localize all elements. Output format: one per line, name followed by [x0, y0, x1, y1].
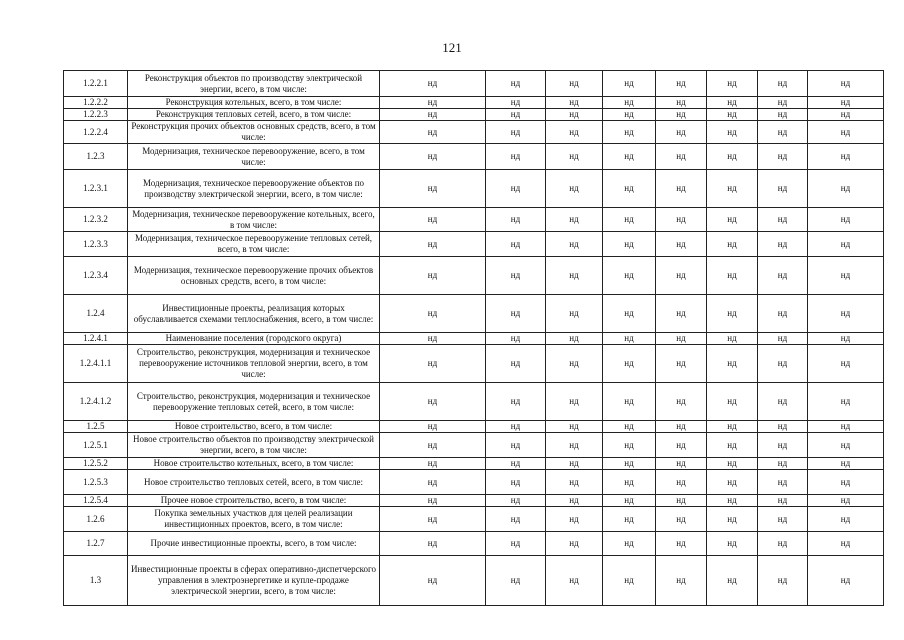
row-description: Инвестиционные проекты в сферах оперативно-диспетчерского управления в электроэнергетике и купле-продаже электрической энергии, всего, в том числе:: [128, 556, 380, 606]
value-cell: нд: [656, 383, 707, 421]
row-code: 1.2.2.3: [64, 109, 128, 121]
value-cell: нд: [707, 232, 758, 257]
table-row: [64, 257, 884, 295]
value-cell: нд: [656, 170, 707, 208]
page-number: 121: [442, 40, 462, 55]
value-cell: нд: [656, 295, 707, 333]
table-row: [64, 421, 884, 433]
value-cell: нд: [808, 556, 884, 606]
row-description: Модернизация, техническое перевооружение, всего, в том числе:: [128, 144, 380, 170]
value-cell: нд: [486, 333, 546, 345]
value-cell: нд: [546, 495, 603, 507]
row-code: 1.2.5.1: [64, 433, 128, 458]
value-cell: нд: [808, 232, 884, 257]
value-cell: нд: [758, 333, 808, 345]
value-cell: нд: [808, 345, 884, 383]
value-cell: нд: [758, 383, 808, 421]
row-code: 1.2.3.2: [64, 208, 128, 232]
table-row: [64, 109, 884, 121]
table-row: [64, 97, 884, 109]
row-description: Прочее новое строительство, всего, в том числе:: [128, 495, 380, 507]
value-cell: нд: [603, 97, 656, 109]
value-cell: нд: [486, 421, 546, 433]
row-code: 1.2.7: [64, 532, 128, 556]
value-cell: нд: [808, 532, 884, 556]
table-row: [64, 232, 884, 257]
value-cell: нд: [656, 257, 707, 295]
value-cell: нд: [808, 121, 884, 144]
value-cell: нд: [707, 458, 758, 470]
row-description: Инвестиционные проекты, реализация которых обуславливается схемами теплоснабжения, всего, в том числе:: [128, 295, 380, 333]
value-cell: нд: [808, 97, 884, 109]
table-row: [64, 495, 884, 507]
value-cell: нд: [707, 109, 758, 121]
value-cell: нд: [486, 532, 546, 556]
value-cell: нд: [758, 433, 808, 458]
row-code: 1.2.3.4: [64, 257, 128, 295]
value-cell: нд: [603, 421, 656, 433]
value-cell: нд: [380, 433, 486, 458]
value-cell: нд: [603, 109, 656, 121]
value-cell: нд: [380, 421, 486, 433]
value-cell: нд: [486, 556, 546, 606]
table-row: [64, 208, 884, 232]
value-cell: нд: [707, 556, 758, 606]
table-row: [64, 170, 884, 208]
table-row: [64, 295, 884, 333]
row-code: 1.2.5.3: [64, 470, 128, 495]
value-cell: нд: [758, 170, 808, 208]
value-cell: нд: [707, 295, 758, 333]
value-cell: нд: [546, 345, 603, 383]
row-description: Модернизация, техническое перевооружение прочих объектов основных средств, всего, в том числе:: [128, 257, 380, 295]
row-code: 1.2.4.1.2: [64, 383, 128, 421]
row-code: 1.2.4: [64, 295, 128, 333]
row-code: 1.2.2.4: [64, 121, 128, 144]
value-cell: нд: [380, 470, 486, 495]
table-row: [64, 144, 884, 170]
row-description: Новое строительство котельных, всего, в том числе:: [128, 458, 380, 470]
row-code: 1.2.5: [64, 421, 128, 433]
value-cell: нд: [486, 383, 546, 421]
table-row: [64, 383, 884, 421]
row-code: 1.2.5.2: [64, 458, 128, 470]
value-cell: нд: [546, 232, 603, 257]
row-description: Реконструкция прочих объектов основных средств, всего, в том числе:: [128, 121, 380, 144]
row-code: 1.2.4.1: [64, 333, 128, 345]
value-cell: нд: [380, 532, 486, 556]
investment-table: [63, 70, 884, 606]
value-cell: нд: [546, 458, 603, 470]
value-cell: нд: [758, 109, 808, 121]
value-cell: нд: [656, 71, 707, 97]
value-cell: нд: [380, 208, 486, 232]
value-cell: нд: [603, 458, 656, 470]
value-cell: нд: [758, 507, 808, 532]
value-cell: нд: [603, 121, 656, 144]
value-cell: нд: [707, 433, 758, 458]
value-cell: нд: [546, 121, 603, 144]
value-cell: нд: [707, 495, 758, 507]
value-cell: нд: [486, 144, 546, 170]
value-cell: нд: [486, 208, 546, 232]
value-cell: нд: [808, 109, 884, 121]
value-cell: нд: [546, 421, 603, 433]
value-cell: нд: [603, 556, 656, 606]
row-code: 1.3: [64, 556, 128, 606]
value-cell: нд: [758, 144, 808, 170]
value-cell: нд: [707, 507, 758, 532]
value-cell: нд: [603, 345, 656, 383]
value-cell: нд: [808, 421, 884, 433]
value-cell: нд: [656, 556, 707, 606]
value-cell: нд: [546, 470, 603, 495]
table-row: [64, 532, 884, 556]
value-cell: нд: [380, 556, 486, 606]
row-code: 1.2.3.1: [64, 170, 128, 208]
value-cell: нд: [707, 208, 758, 232]
value-cell: нд: [758, 458, 808, 470]
value-cell: нд: [808, 144, 884, 170]
value-cell: нд: [758, 495, 808, 507]
value-cell: нд: [486, 433, 546, 458]
value-cell: нд: [546, 507, 603, 532]
value-cell: нд: [656, 532, 707, 556]
value-cell: нд: [380, 257, 486, 295]
value-cell: нд: [546, 144, 603, 170]
value-cell: нд: [546, 109, 603, 121]
value-cell: нд: [380, 333, 486, 345]
value-cell: нд: [656, 421, 707, 433]
row-description: Реконструкция котельных, всего, в том числе:: [128, 97, 380, 109]
value-cell: нд: [656, 495, 707, 507]
value-cell: нд: [603, 144, 656, 170]
value-cell: нд: [758, 295, 808, 333]
value-cell: нд: [656, 345, 707, 383]
row-description: Наименование поселения (городского округа): [128, 333, 380, 345]
row-description: Новое строительство тепловых сетей, всего, в том числе:: [128, 470, 380, 495]
table-row: [64, 458, 884, 470]
table-row: [64, 121, 884, 144]
row-code: 1.2.6: [64, 507, 128, 532]
row-description: Прочие инвестиционные проекты, всего, в том числе:: [128, 532, 380, 556]
value-cell: нд: [656, 208, 707, 232]
row-code: 1.2.2.2: [64, 97, 128, 109]
value-cell: нд: [603, 257, 656, 295]
value-cell: нд: [808, 495, 884, 507]
value-cell: нд: [808, 257, 884, 295]
table-row: [64, 556, 884, 606]
row-description: Реконструкция тепловых сетей, всего, в том числе:: [128, 109, 380, 121]
value-cell: нд: [546, 170, 603, 208]
value-cell: нд: [380, 295, 486, 333]
row-description: Новое строительство, всего, в том числе:: [128, 421, 380, 433]
value-cell: нд: [486, 495, 546, 507]
table-row: [64, 333, 884, 345]
value-cell: нд: [656, 109, 707, 121]
value-cell: нд: [380, 97, 486, 109]
value-cell: нд: [486, 458, 546, 470]
value-cell: нд: [486, 507, 546, 532]
table-row: [64, 71, 884, 97]
value-cell: нд: [707, 121, 758, 144]
value-cell: нд: [808, 458, 884, 470]
value-cell: нд: [603, 470, 656, 495]
value-cell: нд: [808, 295, 884, 333]
row-description: Модернизация, техническое перевооружение котельных, всего, в том числе:: [128, 208, 380, 232]
value-cell: нд: [546, 295, 603, 333]
value-cell: нд: [808, 470, 884, 495]
value-cell: нд: [546, 333, 603, 345]
value-cell: нд: [656, 232, 707, 257]
value-cell: нд: [758, 232, 808, 257]
value-cell: нд: [603, 170, 656, 208]
value-cell: нд: [758, 208, 808, 232]
row-code: 1.2.4.1.1: [64, 345, 128, 383]
value-cell: нд: [656, 433, 707, 458]
value-cell: нд: [758, 121, 808, 144]
value-cell: нд: [656, 507, 707, 532]
value-cell: нд: [380, 383, 486, 421]
value-cell: нд: [808, 333, 884, 345]
value-cell: нд: [380, 495, 486, 507]
value-cell: нд: [808, 71, 884, 97]
value-cell: нд: [380, 345, 486, 383]
row-description: Модернизация, техническое перевооружение тепловых сетей, всего, в том числе:: [128, 232, 380, 257]
value-cell: нд: [758, 556, 808, 606]
value-cell: нд: [380, 232, 486, 257]
value-cell: нд: [486, 345, 546, 383]
value-cell: нд: [546, 71, 603, 97]
value-cell: нд: [546, 556, 603, 606]
value-cell: нд: [707, 383, 758, 421]
value-cell: нд: [486, 97, 546, 109]
value-cell: нд: [603, 295, 656, 333]
value-cell: нд: [656, 121, 707, 144]
table-row: [64, 507, 884, 532]
value-cell: нд: [546, 257, 603, 295]
value-cell: нд: [758, 257, 808, 295]
value-cell: нд: [546, 433, 603, 458]
table-row: [64, 470, 884, 495]
value-cell: нд: [707, 170, 758, 208]
row-code: 1.2.2.1: [64, 71, 128, 97]
value-cell: нд: [707, 470, 758, 495]
value-cell: нд: [808, 433, 884, 458]
value-cell: нд: [758, 421, 808, 433]
value-cell: нд: [603, 71, 656, 97]
value-cell: нд: [486, 170, 546, 208]
table-row: [64, 345, 884, 383]
value-cell: нд: [546, 383, 603, 421]
value-cell: нд: [486, 232, 546, 257]
row-code: 1.2.3: [64, 144, 128, 170]
value-cell: нд: [707, 421, 758, 433]
value-cell: нд: [603, 507, 656, 532]
value-cell: нд: [808, 383, 884, 421]
value-cell: нд: [603, 208, 656, 232]
value-cell: нд: [546, 532, 603, 556]
value-cell: нд: [758, 345, 808, 383]
value-cell: нд: [603, 532, 656, 556]
value-cell: нд: [486, 257, 546, 295]
value-cell: нд: [380, 121, 486, 144]
row-description: Покупка земельных участков для целей реализации инвестиционных проектов, всего, в том числе:: [128, 507, 380, 532]
value-cell: нд: [758, 532, 808, 556]
row-description: Модернизация, техническое перевооружение объектов по производству электрической энергии, всего, в том числе:: [128, 170, 380, 208]
value-cell: нд: [707, 71, 758, 97]
value-cell: нд: [707, 532, 758, 556]
value-cell: нд: [656, 333, 707, 345]
value-cell: нд: [603, 232, 656, 257]
value-cell: нд: [380, 109, 486, 121]
value-cell: нд: [380, 507, 486, 532]
row-description: Строительство, реконструкция, модернизация и техническое перевооружение источников тепловой энергии, всего, в том числе:: [128, 345, 380, 383]
value-cell: нд: [656, 144, 707, 170]
value-cell: нд: [758, 470, 808, 495]
value-cell: нд: [603, 495, 656, 507]
value-cell: нд: [486, 470, 546, 495]
value-cell: нд: [486, 109, 546, 121]
table-row: [64, 433, 884, 458]
value-cell: нд: [380, 71, 486, 97]
row-code: 1.2.3.3: [64, 232, 128, 257]
value-cell: нд: [656, 97, 707, 109]
value-cell: нд: [486, 71, 546, 97]
value-cell: нд: [380, 170, 486, 208]
row-description: Новое строительство объектов по производству электрической энергии, всего, в том числе:: [128, 433, 380, 458]
value-cell: нд: [808, 208, 884, 232]
value-cell: нд: [808, 507, 884, 532]
value-cell: нд: [707, 333, 758, 345]
value-cell: нд: [758, 97, 808, 109]
value-cell: нд: [707, 345, 758, 383]
value-cell: нд: [707, 257, 758, 295]
value-cell: нд: [546, 208, 603, 232]
value-cell: нд: [380, 144, 486, 170]
value-cell: нд: [603, 383, 656, 421]
value-cell: нд: [656, 470, 707, 495]
value-cell: нд: [707, 144, 758, 170]
row-description: Реконструкция объектов по производству электрической энергии, всего, в том числе:: [128, 71, 380, 97]
value-cell: нд: [808, 170, 884, 208]
value-cell: нд: [707, 97, 758, 109]
row-description: Строительство, реконструкция, модернизация и техническое перевооружение тепловых сетей, всего, в том числе:: [128, 383, 380, 421]
value-cell: нд: [758, 71, 808, 97]
row-code: 1.2.5.4: [64, 495, 128, 507]
value-cell: нд: [486, 295, 546, 333]
value-cell: нд: [656, 458, 707, 470]
value-cell: нд: [603, 433, 656, 458]
value-cell: нд: [486, 121, 546, 144]
value-cell: нд: [546, 97, 603, 109]
value-cell: нд: [603, 333, 656, 345]
value-cell: нд: [380, 458, 486, 470]
